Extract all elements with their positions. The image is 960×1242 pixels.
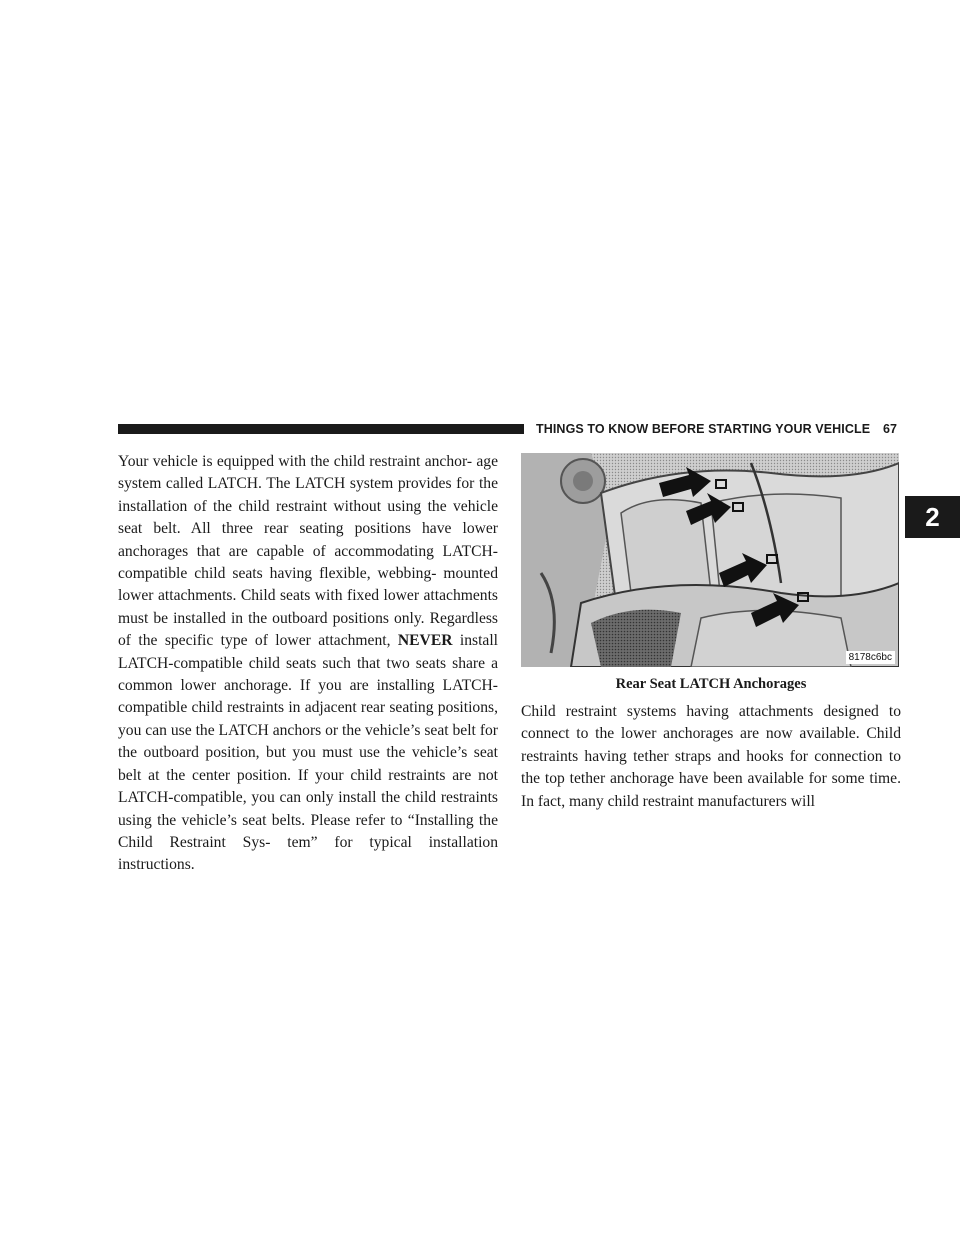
section-title: THINGS TO KNOW BEFORE STARTING YOUR VEHICLE xyxy=(536,422,871,436)
left-column xyxy=(118,451,498,877)
rear-seat-photo-icon xyxy=(521,453,899,667)
figure-caption: Rear Seat LATCH Anchorages xyxy=(615,676,807,692)
never-emphasis: NEVER xyxy=(397,632,453,650)
page-number: 67 xyxy=(883,422,897,436)
paragraph-intro: Your vehicle is equipped with the child restraint anchor- age system called LATCH. The LATCH system provides for the installation of the child restraint without using the vehicle seat belt. All three rear seating positions have lower anchorages that are capable of accommodating LATCH-compatible child seats having flexible, webbing- mounted lower attachments. Child seats with fixed lower attachments must be installed in the outboard positions only. Regardless of the specific type of lower attachment, xyxy=(118,453,498,650)
body-paragraph xyxy=(118,451,498,877)
figure-code: 8178c6bc xyxy=(846,651,895,664)
chapter-tab: 2 xyxy=(905,496,960,538)
paragraph-continuation: install LATCH-compatible child seats such that two seats share a common lower anchorage. If you are installing LATCH-compatible child restraints in adjacent rear seating positions, you can use the LATCH anchors or the vehicle’s seat belt for the outboard position, but you must use the vehicle’s seat belt at the center position. If your child restraints are not LATCH-compatible, you can only install the child restraints using the vehicle’s seat belts. Please refer to “Installing the Child Restraint Sys- tem” for typical installation instructions. xyxy=(118,632,498,874)
body-paragraph: Child restraint systems having attachments designed to connect to the lower anchorages are now available. Child restraints having tether straps and hooks for connection to the top tether anchorage have been available for some time. In fact, many child restraint manufacturers will xyxy=(521,703,901,810)
header-rule xyxy=(118,424,524,434)
right-column xyxy=(521,701,901,813)
rear-seat-figure xyxy=(521,453,899,667)
